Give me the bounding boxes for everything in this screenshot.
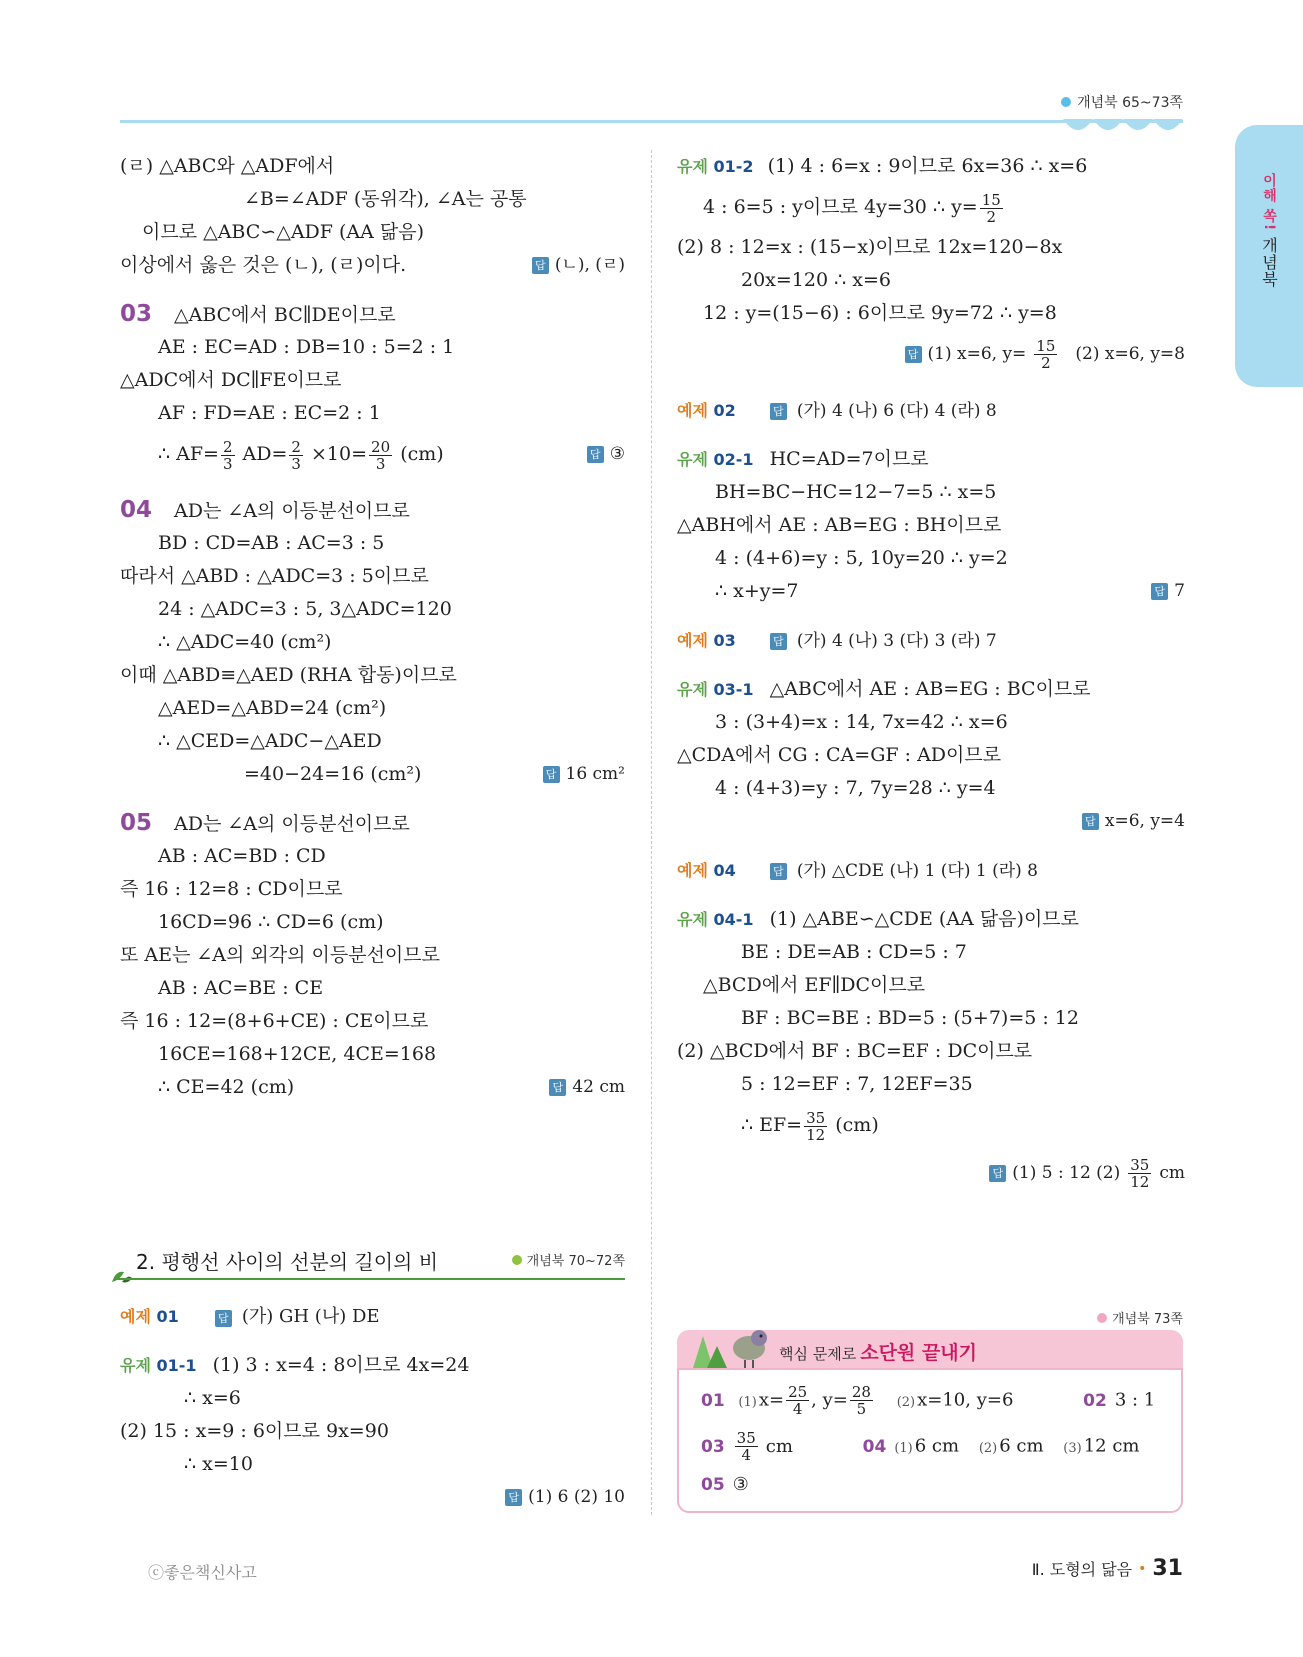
text-line: AF : FD=AE : EC=2 : 1	[158, 402, 381, 424]
denominator: 3	[375, 454, 386, 473]
fraction-line	[120, 430, 625, 478]
example-04	[677, 854, 1185, 887]
text-line: 이상에서 옳은 것은 (ㄴ), (ㄹ)이다.	[120, 254, 407, 276]
question-number: 01	[701, 1390, 725, 1411]
summary-reference-text: 개념북 73쪽	[1112, 1312, 1183, 1327]
problem-number: 04	[120, 497, 153, 523]
example-label	[677, 631, 736, 650]
text-line: (1) △ABE∽△CDE (AA 닮음)이므로	[769, 908, 1080, 930]
example-03	[677, 624, 1185, 657]
answer-line	[120, 1071, 625, 1104]
question-number: 03	[701, 1436, 725, 1457]
exercise-number: 01-1	[156, 1356, 197, 1375]
text-line: ∴ x+y=7	[715, 580, 799, 602]
example-01	[120, 1300, 625, 1333]
answer-text: 7	[1174, 581, 1185, 601]
fraction-line	[677, 1101, 1185, 1149]
text-line: △ABC에서 BC∥DE이므로	[174, 304, 396, 326]
example-number: 03	[713, 631, 736, 650]
problem-04-header	[120, 494, 625, 527]
answer-text: (가) 4 (나) 6 (다) 4 (라) 8	[796, 401, 997, 421]
text-line: AD는 ∠A의 이등분선이므로	[174, 500, 410, 522]
numerator: 2	[291, 437, 301, 456]
exercise-label-text: 유제	[677, 680, 708, 699]
exercise-label	[677, 157, 754, 176]
text-line: △ABC에서 AE : AB=EG : BC이므로	[769, 678, 1091, 700]
section-reference	[512, 1250, 625, 1269]
fraction	[786, 1384, 809, 1417]
text-part: ×10=	[311, 443, 368, 465]
text-line: HC=AD=7이므로	[769, 448, 929, 470]
numerator: 25	[788, 1383, 808, 1401]
exercise-label	[120, 1356, 197, 1375]
fraction	[850, 1384, 873, 1417]
text-line: (ㄹ) △ABC와 △ADF에서	[120, 155, 335, 177]
pink-dot-icon	[1097, 1313, 1107, 1323]
section-title: 2. 평행선 사이의 선분의 길이의 비	[136, 1250, 439, 1274]
answer-text: (ㄴ), (ㄹ)	[554, 255, 625, 275]
exercise-label	[677, 680, 754, 699]
answer-icon: 답	[549, 1079, 566, 1096]
example-label	[677, 401, 736, 420]
text-part: ∴ EF=	[741, 1114, 803, 1136]
numerator: 15	[981, 190, 1001, 209]
answer-icon: 답	[905, 346, 922, 363]
answer	[549, 1071, 625, 1104]
text-line: (2) △BCD에서 BF : BC=EF : DC이므로	[677, 1040, 1033, 1062]
text-line: △CDA에서 CG : CA=GF : AD이므로	[677, 744, 1002, 766]
answer-part: 6 cm	[999, 1435, 1044, 1457]
text-line: △ABH에서 AE : AB=EG : BH이므로	[677, 514, 1002, 536]
problem-05-header	[120, 807, 625, 840]
text-line: 5 : 12=EF : 7, 12EF=35	[741, 1073, 973, 1095]
header-reference	[1061, 92, 1183, 112]
section-rule	[116, 1278, 625, 1280]
text-line: (2) 8 : 12=x : (15−x)이므로 12x=120−8x	[677, 236, 1063, 258]
answer-part: cm	[765, 1435, 793, 1457]
exercise-label-text: 유제	[677, 450, 708, 469]
publisher-credit: ⓒ좋은책신사고	[148, 1563, 257, 1582]
denominator: 12	[1130, 1172, 1150, 1191]
answer-icon: 답	[770, 403, 787, 420]
example-02	[677, 394, 1185, 427]
answer-line	[120, 758, 625, 791]
answer-line	[677, 805, 1185, 838]
numerator: 2	[222, 437, 233, 456]
answer	[543, 758, 626, 791]
fraction	[980, 192, 1003, 225]
answer-text: cm	[1159, 1163, 1185, 1183]
exercise-label-text: 유제	[120, 1356, 151, 1375]
text-line: 3 : (3+4)=x : 14, 7x=42 ∴ x=6	[715, 711, 1008, 733]
answer-text: (2) x=6, y=8	[1075, 344, 1185, 364]
summary-row	[701, 1430, 1140, 1463]
numerator: 15	[1036, 336, 1056, 355]
example-number: 02	[713, 401, 736, 420]
answer	[587, 430, 625, 478]
text-part: (cm)	[835, 1114, 879, 1136]
answer-text: (가) GH (나) DE	[241, 1306, 380, 1327]
text-line: 16CE=168+12CE, 4CE=168	[158, 1043, 437, 1065]
text-line: BD : CD=AB : AC=3 : 5	[158, 532, 385, 554]
exercise-label	[677, 910, 754, 929]
answer-text: (1) 5 : 12 (2)	[1012, 1163, 1121, 1183]
answer	[989, 1149, 1185, 1197]
answer-part: 12 cm	[1083, 1435, 1140, 1457]
header-reference-text: 개념북 65~73쪽	[1077, 95, 1183, 111]
green-dot-icon	[512, 1255, 522, 1265]
text-line: 4 : (4+3)=y : 7, 7y=28 ∴ y=4	[715, 777, 996, 799]
exercise-label-text: 유제	[677, 910, 708, 929]
answer-line	[677, 575, 1185, 608]
exercise-number: 03-1	[713, 680, 754, 699]
exercise-number: 02-1	[713, 450, 754, 469]
left-column	[120, 150, 625, 1104]
denominator: 3	[291, 454, 301, 473]
page-number: 31	[1152, 1556, 1183, 1581]
text-line: △AED=△ABD=24 (cm²)	[158, 697, 387, 719]
text-line: BF : BC=BE : BD=5 : (5+7)=5 : 12	[741, 1007, 1079, 1029]
problem-number: 03	[120, 301, 153, 327]
answer-icon: 답	[505, 1489, 522, 1506]
text-line: 20x=120 ∴ x=6	[741, 269, 891, 291]
side-tab-bottom-text: 개념북	[1259, 237, 1279, 289]
text-part: ∴ AF=	[158, 443, 219, 465]
numerator: 20	[371, 437, 391, 456]
fraction	[804, 1110, 827, 1143]
trees-bird-icon	[687, 1318, 773, 1370]
exercise-number: 01-2	[713, 157, 754, 176]
sub-label: (1)	[894, 1440, 913, 1456]
text-line: 4 : (4+6)=y : 5, 10y=20 ∴ y=2	[715, 547, 1008, 569]
answer	[1082, 805, 1185, 838]
banner-lead: 핵심 문제로	[779, 1345, 857, 1363]
text-line: (2) 15 : x=9 : 6이므로 9x=90	[120, 1420, 389, 1442]
example-label-text: 예제	[120, 1307, 151, 1326]
fraction	[1034, 338, 1057, 371]
text-line: 12 : y=(15−6) : 6이므로 9y=72 ∴ y=8	[703, 302, 1057, 324]
numerator: 35	[1130, 1155, 1150, 1174]
exercise-number: 04-1	[713, 910, 754, 929]
text-line: △ADC에서 DC∥FE이므로	[120, 369, 342, 391]
answer	[1151, 575, 1185, 608]
summary-banner-text	[779, 1338, 977, 1365]
answer-icon: 답	[543, 766, 560, 783]
problem-03-header	[120, 298, 625, 331]
text-line: BE : DE=AB : CD=5 : 7	[741, 941, 967, 963]
text-line: AE : EC=AD : DB=10 : 5=2 : 1	[158, 336, 455, 358]
answer-line	[120, 249, 625, 282]
answer-icon: 답	[1151, 583, 1168, 600]
banner-strong: 소단원 끝내기	[860, 1342, 977, 1364]
text-line: AD는 ∠A의 이등분선이므로	[174, 813, 410, 835]
text-line: AB : AC=BE : CE	[158, 977, 324, 999]
numerator: 28	[851, 1383, 871, 1401]
answer-part: x=	[758, 1389, 785, 1411]
answer-line	[677, 330, 1185, 378]
text-line: ∴ △ADC=40 (cm²)	[158, 631, 332, 653]
leaf-icon	[110, 1268, 134, 1284]
problem-number: 05	[120, 810, 153, 836]
denominator: 4	[741, 1446, 751, 1464]
answer-text: (1) 6 (2) 10	[528, 1487, 625, 1507]
denominator: 2	[986, 207, 997, 226]
denominator: 4	[792, 1400, 803, 1418]
section-heading	[110, 1240, 625, 1280]
answer-text: (가) 4 (나) 3 (다) 3 (라) 7	[796, 631, 997, 651]
text-line: 이때 △ABD≡△AED (RHA 합동)이므로	[120, 664, 457, 686]
exercise-label-text: 유제	[677, 157, 708, 176]
text-line: 따라서 △ABD : △ADC=3 : 5이므로	[120, 565, 429, 587]
fraction	[221, 439, 235, 472]
answer-text: (가) △CDE (나) 1 (다) 1 (라) 8	[796, 861, 1039, 881]
text-line: 24 : △ADC=3 : 5, 3△ADC=120	[158, 598, 452, 620]
text-line: ∴ x=6	[184, 1387, 241, 1409]
bullet-icon: •	[1138, 1560, 1147, 1577]
page-footer	[1032, 1556, 1183, 1581]
question-number: 02	[1083, 1390, 1107, 1411]
text-line: ∴ CE=42 (cm)	[158, 1076, 295, 1098]
question-number: 04	[862, 1436, 887, 1457]
numerator: 35	[736, 1429, 756, 1447]
text-line: 이므로 △ABC∽△ADF (AA 닮음)	[142, 221, 425, 243]
answer-icon: 답	[1082, 813, 1099, 830]
sub-label: (3)	[1063, 1440, 1082, 1456]
exercise-label	[677, 450, 754, 469]
answer-text: ③	[609, 444, 625, 464]
text-part: AD=	[242, 443, 288, 465]
answer-icon: 답	[989, 1165, 1006, 1182]
fraction	[289, 439, 303, 472]
summary-row	[701, 1384, 1155, 1417]
text-line: ∠B=∠ADF (동위각), ∠A는 공통	[244, 188, 527, 210]
example-label-text: 예제	[677, 861, 708, 880]
text-part: (cm)	[400, 443, 444, 465]
chapter-title: Ⅱ. 도형의 닮음	[1031, 1560, 1133, 1579]
text-line: 또 AE는 ∠A의 외각의 이등분선이므로	[120, 944, 440, 966]
side-tab-top-text: 이해 쏙!	[1261, 173, 1277, 232]
text-line: AB : AC=BD : CD	[158, 845, 326, 867]
answer-part: ③	[732, 1474, 749, 1495]
answer-icon: 답	[770, 633, 787, 650]
text-line: 즉 16 : 12=(8+6+CE) : CE이므로	[120, 1010, 429, 1032]
answer-line	[120, 1481, 625, 1514]
scallop-decoration-icon	[1063, 119, 1183, 135]
example-label	[677, 861, 736, 880]
sub-label: (2)	[978, 1440, 998, 1456]
answer-part: 3 : 1	[1114, 1389, 1156, 1411]
exercise-01-1	[120, 1349, 625, 1382]
left-column-section2	[120, 1300, 625, 1514]
section-reference-text: 개념북 70~72쪽	[526, 1254, 625, 1269]
summary-banner	[677, 1330, 1183, 1370]
exercise-03-1	[677, 673, 1185, 706]
answer-icon: 답	[587, 446, 604, 463]
text-line: BH=BC−HC=12−7=5 ∴ x=5	[715, 481, 997, 503]
summary-reference	[1097, 1308, 1183, 1327]
text-line: 즉 16 : 12=8 : CD이므로	[120, 878, 343, 900]
example-label	[120, 1307, 179, 1326]
exercise-01-2	[677, 150, 1185, 183]
answer-text: x=6, y=4	[1104, 811, 1185, 831]
right-column	[677, 150, 1185, 1197]
question-number: 05	[701, 1475, 725, 1495]
denominator: 2	[1041, 353, 1051, 372]
answer-icon: 답	[532, 257, 549, 274]
text-line: ∴ △CED=△ADC−△AED	[158, 730, 382, 752]
denominator: 5	[856, 1400, 867, 1418]
answer-text: (1) x=6, y=	[927, 344, 1027, 364]
answer-line	[677, 1149, 1185, 1197]
answer-text: 42 cm	[572, 1077, 625, 1097]
example-number: 04	[713, 861, 736, 880]
summary-box	[677, 1368, 1183, 1513]
denominator: 12	[806, 1125, 826, 1144]
example-number: 01	[156, 1307, 179, 1326]
sub-label: (2)	[896, 1394, 916, 1410]
text-part: 4 : 6=5 : y이므로 4y=30 ∴ y=	[703, 196, 978, 218]
answer-icon-glyph: 답	[215, 1310, 232, 1327]
answer-icon	[215, 1305, 232, 1327]
fraction	[1128, 1157, 1151, 1190]
numerator: 35	[806, 1108, 826, 1127]
exercise-04-1	[677, 903, 1185, 936]
text-line: ∴ x=10	[184, 1453, 253, 1475]
example-label-text: 예제	[677, 631, 708, 650]
text-line: △BCD에서 EF∥DC이므로	[703, 974, 926, 996]
fraction-line	[677, 183, 1185, 231]
fraction	[369, 439, 392, 472]
sub-label: (1)	[738, 1394, 757, 1410]
denominator: 3	[222, 454, 233, 473]
exercise-02-1	[677, 443, 1185, 476]
answer-text: 16 cm²	[565, 764, 625, 784]
text-line: 16CD=96 ∴ CD=6 (cm)	[158, 911, 384, 933]
column-divider	[651, 150, 652, 1515]
answer	[505, 1481, 625, 1514]
summary-row	[701, 1474, 749, 1495]
text-line: (1) 4 : 6=x : 9이므로 6x=36 ∴ x=6	[767, 155, 1088, 177]
answer-part: , y=	[811, 1389, 848, 1411]
answer	[532, 249, 625, 282]
answer-part: 6 cm	[914, 1435, 960, 1457]
blue-dot-icon	[1061, 97, 1071, 107]
text-line: (1) 3 : x=4 : 8이므로 4x=24	[212, 1354, 470, 1376]
fraction	[735, 1430, 758, 1463]
answer-icon: 답	[770, 863, 787, 880]
example-label-text: 예제	[677, 401, 708, 420]
text-line: =40−24=16 (cm²)	[244, 763, 422, 785]
answer	[905, 330, 1186, 378]
header-rule	[120, 120, 1183, 123]
side-tab[interactable]	[1235, 125, 1303, 387]
answer-part: x=10, y=6	[917, 1389, 1014, 1411]
